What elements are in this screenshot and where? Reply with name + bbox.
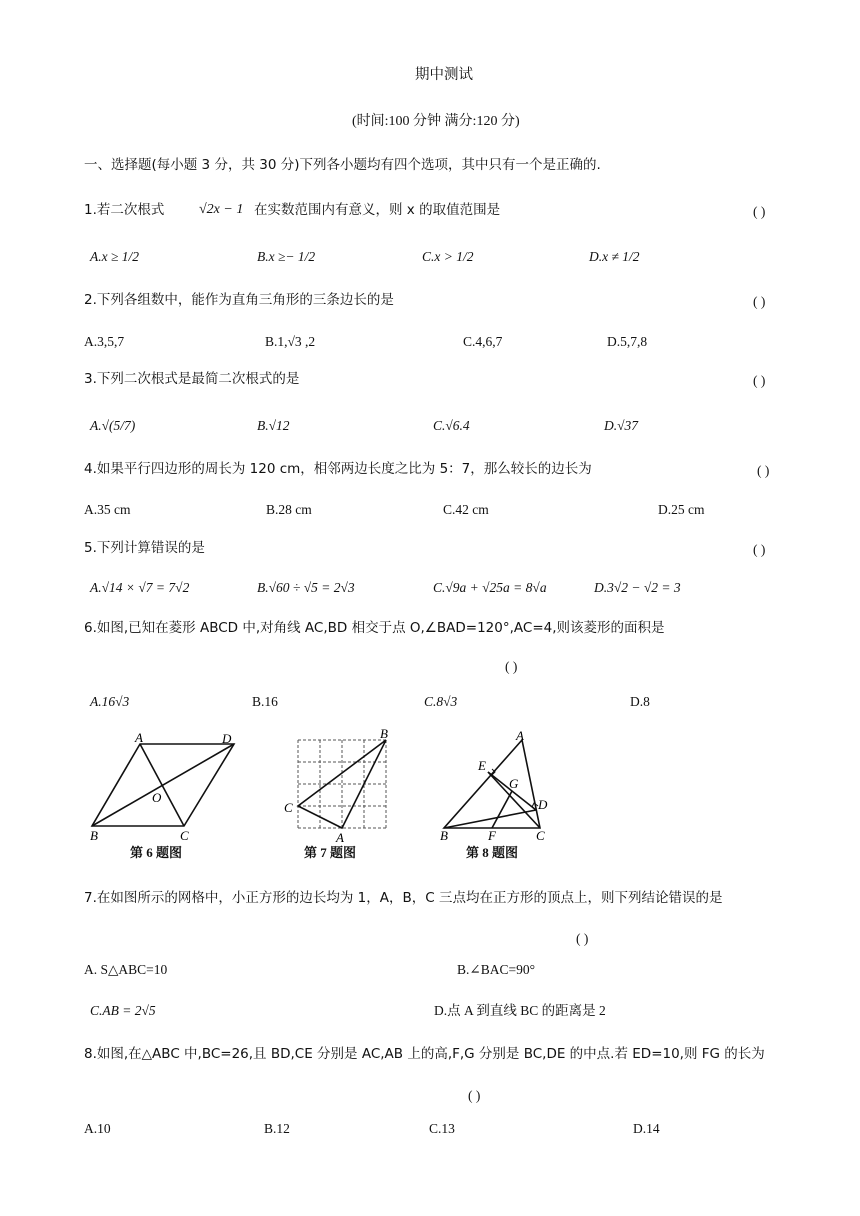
q1-option-b[interactable]: B.x ≥− 1/2 [257,249,316,264]
q1-stem-part1: 1.若二次根式 [84,202,165,218]
q8-option-a[interactable]: A.10 [84,1121,111,1136]
q8-stem: 8.如图,在△ABC 中,BC=26,且 BD,CE 分别是 AC,AB 上的高,F,G 分别是 BC,DE 的中点.若 ED=10,则 FG 的长为 [84,1046,765,1062]
q7-stem: 7.在如图所示的网格中，小正方形的边长均为 1，A，B，C 三点均在正方形的顶点上，则下列结论错误的是 [84,890,723,906]
q7-option-d[interactable]: D.点 A 到直线 BC 的距离是 2 [434,1003,606,1018]
q3-option-c[interactable]: C.√6.4 [433,418,470,433]
q4-answer-paren[interactable]: ( ) [757,463,770,478]
q6-option-d[interactable]: D.8 [630,694,650,709]
fig6-point-label: C [180,828,189,843]
q6-option-b[interactable]: B.16 [252,694,278,709]
q4-option-a[interactable]: A.35 cm [84,502,131,517]
figure-7 [282,728,402,868]
q7-option-a[interactable]: A. S△ABC=10 [84,962,168,977]
figure-8 [436,728,566,868]
q3-option-a[interactable]: A.√(5/7) [90,418,136,433]
q1-option-d[interactable]: D.x ≠ 1/2 [589,249,640,264]
q2-stem: 2.下列各组数中，能作为直角三角形的三条边长的是 [84,292,394,308]
q1-answer-paren[interactable]: ( ) [753,204,766,219]
q7-option-c[interactable]: C.AB = 2√5 [90,1003,156,1018]
figure-6 [84,728,244,868]
q3-stem: 3.下列二次根式是最简二次根式的是 [84,371,300,387]
q8-answer-paren[interactable]: ( ) [468,1088,481,1103]
q5-option-c[interactable]: C.√9a + √25a = 8√a [433,580,547,595]
q5-answer-paren[interactable]: ( ) [753,542,766,557]
q3-option-b[interactable]: B.√12 [257,418,290,433]
q1-stem-math: √2x − 1 [199,202,244,217]
q3-option-d[interactable]: D.√37 [604,418,639,433]
section-heading: 一、选择题(每小题 3 分，共 30 分)下列各小题均有四个选项，其中只有一个是正确的. [84,157,601,173]
fig7-point-label: B [380,728,388,741]
fig8-point-label: A [516,728,524,743]
q5-option-a[interactable]: A.√14 × √7 = 7√2 [90,580,190,595]
q6-option-a[interactable]: A.16√3 [90,694,130,709]
page-title: 期中测试 [415,67,473,83]
q6-answer-paren[interactable]: ( ) [505,659,518,674]
fig8-point-label: G [509,776,519,791]
fig6-point-label: B [90,828,98,843]
q2-option-c[interactable]: C.4,6,7 [463,334,503,349]
q5-stem: 5.下列计算错误的是 [84,540,205,556]
q4-option-c[interactable]: C.42 cm [443,502,489,517]
q7-option-b[interactable]: B.∠BAC=90° [457,962,535,977]
q5-option-b[interactable]: B.√60 ÷ √5 = 2√3 [257,580,355,595]
fig8-segment-fg [492,791,512,828]
q2-option-d[interactable]: D.5,7,8 [607,334,648,349]
q4-option-b[interactable]: B.28 cm [266,502,312,517]
fig7-triangle-abc [298,740,386,828]
figure-6-caption: 第 6 题图 [130,845,183,860]
fig8-point-label: F [488,828,496,843]
page-subtitle: (时间:100 分钟 满分:120 分) [352,114,520,129]
fig6-point-label: A [135,730,143,745]
fig6-diagonal-bd [92,744,234,826]
q8-option-c[interactable]: C.13 [429,1121,455,1136]
fig6-point-label: O [152,790,162,805]
q1-option-a[interactable]: A.x ≥ 1/2 [90,249,140,264]
q8-option-d[interactable]: D.14 [633,1121,660,1136]
q2-option-a[interactable]: A.3,5,7 [84,334,125,349]
fig7-grid-lines [298,740,386,828]
q1-option-c[interactable]: C.x > 1/2 [422,249,474,264]
q4-option-d[interactable]: D.25 cm [658,502,705,517]
q2-option-b[interactable]: B.1,√3 ,2 [265,334,316,349]
q1-stem-part2: 在实数范围内有意义，则 x 的取值范围是 [254,202,501,218]
q6-stem: 6.如图,已知在菱形 ABCD 中,对角线 AC,BD 相交于点 O,∠BAD=120°,AC=4,则该菱形的面积是 [84,620,665,636]
fig8-triangle-abc [444,740,540,828]
fig8-point-label: E [478,758,486,773]
fig6-point-label: D [222,731,232,746]
q3-answer-paren[interactable]: ( ) [753,373,766,388]
figure-8-caption: 第 8 题图 [466,845,519,860]
fig8-point-label: D [538,797,548,812]
fig7-point-label: A [336,830,344,845]
q2-answer-paren[interactable]: ( ) [753,294,766,309]
fig7-point-label: C [284,800,293,815]
fig8-point-label: C [536,828,545,843]
q8-option-b[interactable]: B.12 [264,1121,290,1136]
q7-answer-paren[interactable]: ( ) [576,931,589,946]
figure-7-caption: 第 7 题图 [304,845,357,860]
q4-stem: 4.如果平行四边形的周长为 120 cm，相邻两边长度之比为 5：7，那么较长的边长为 [84,461,592,477]
fig8-point-label: B [440,828,448,843]
q5-option-d[interactable]: D.3√2 − √2 = 3 [594,580,681,595]
q6-option-c[interactable]: C.8√3 [424,694,458,709]
